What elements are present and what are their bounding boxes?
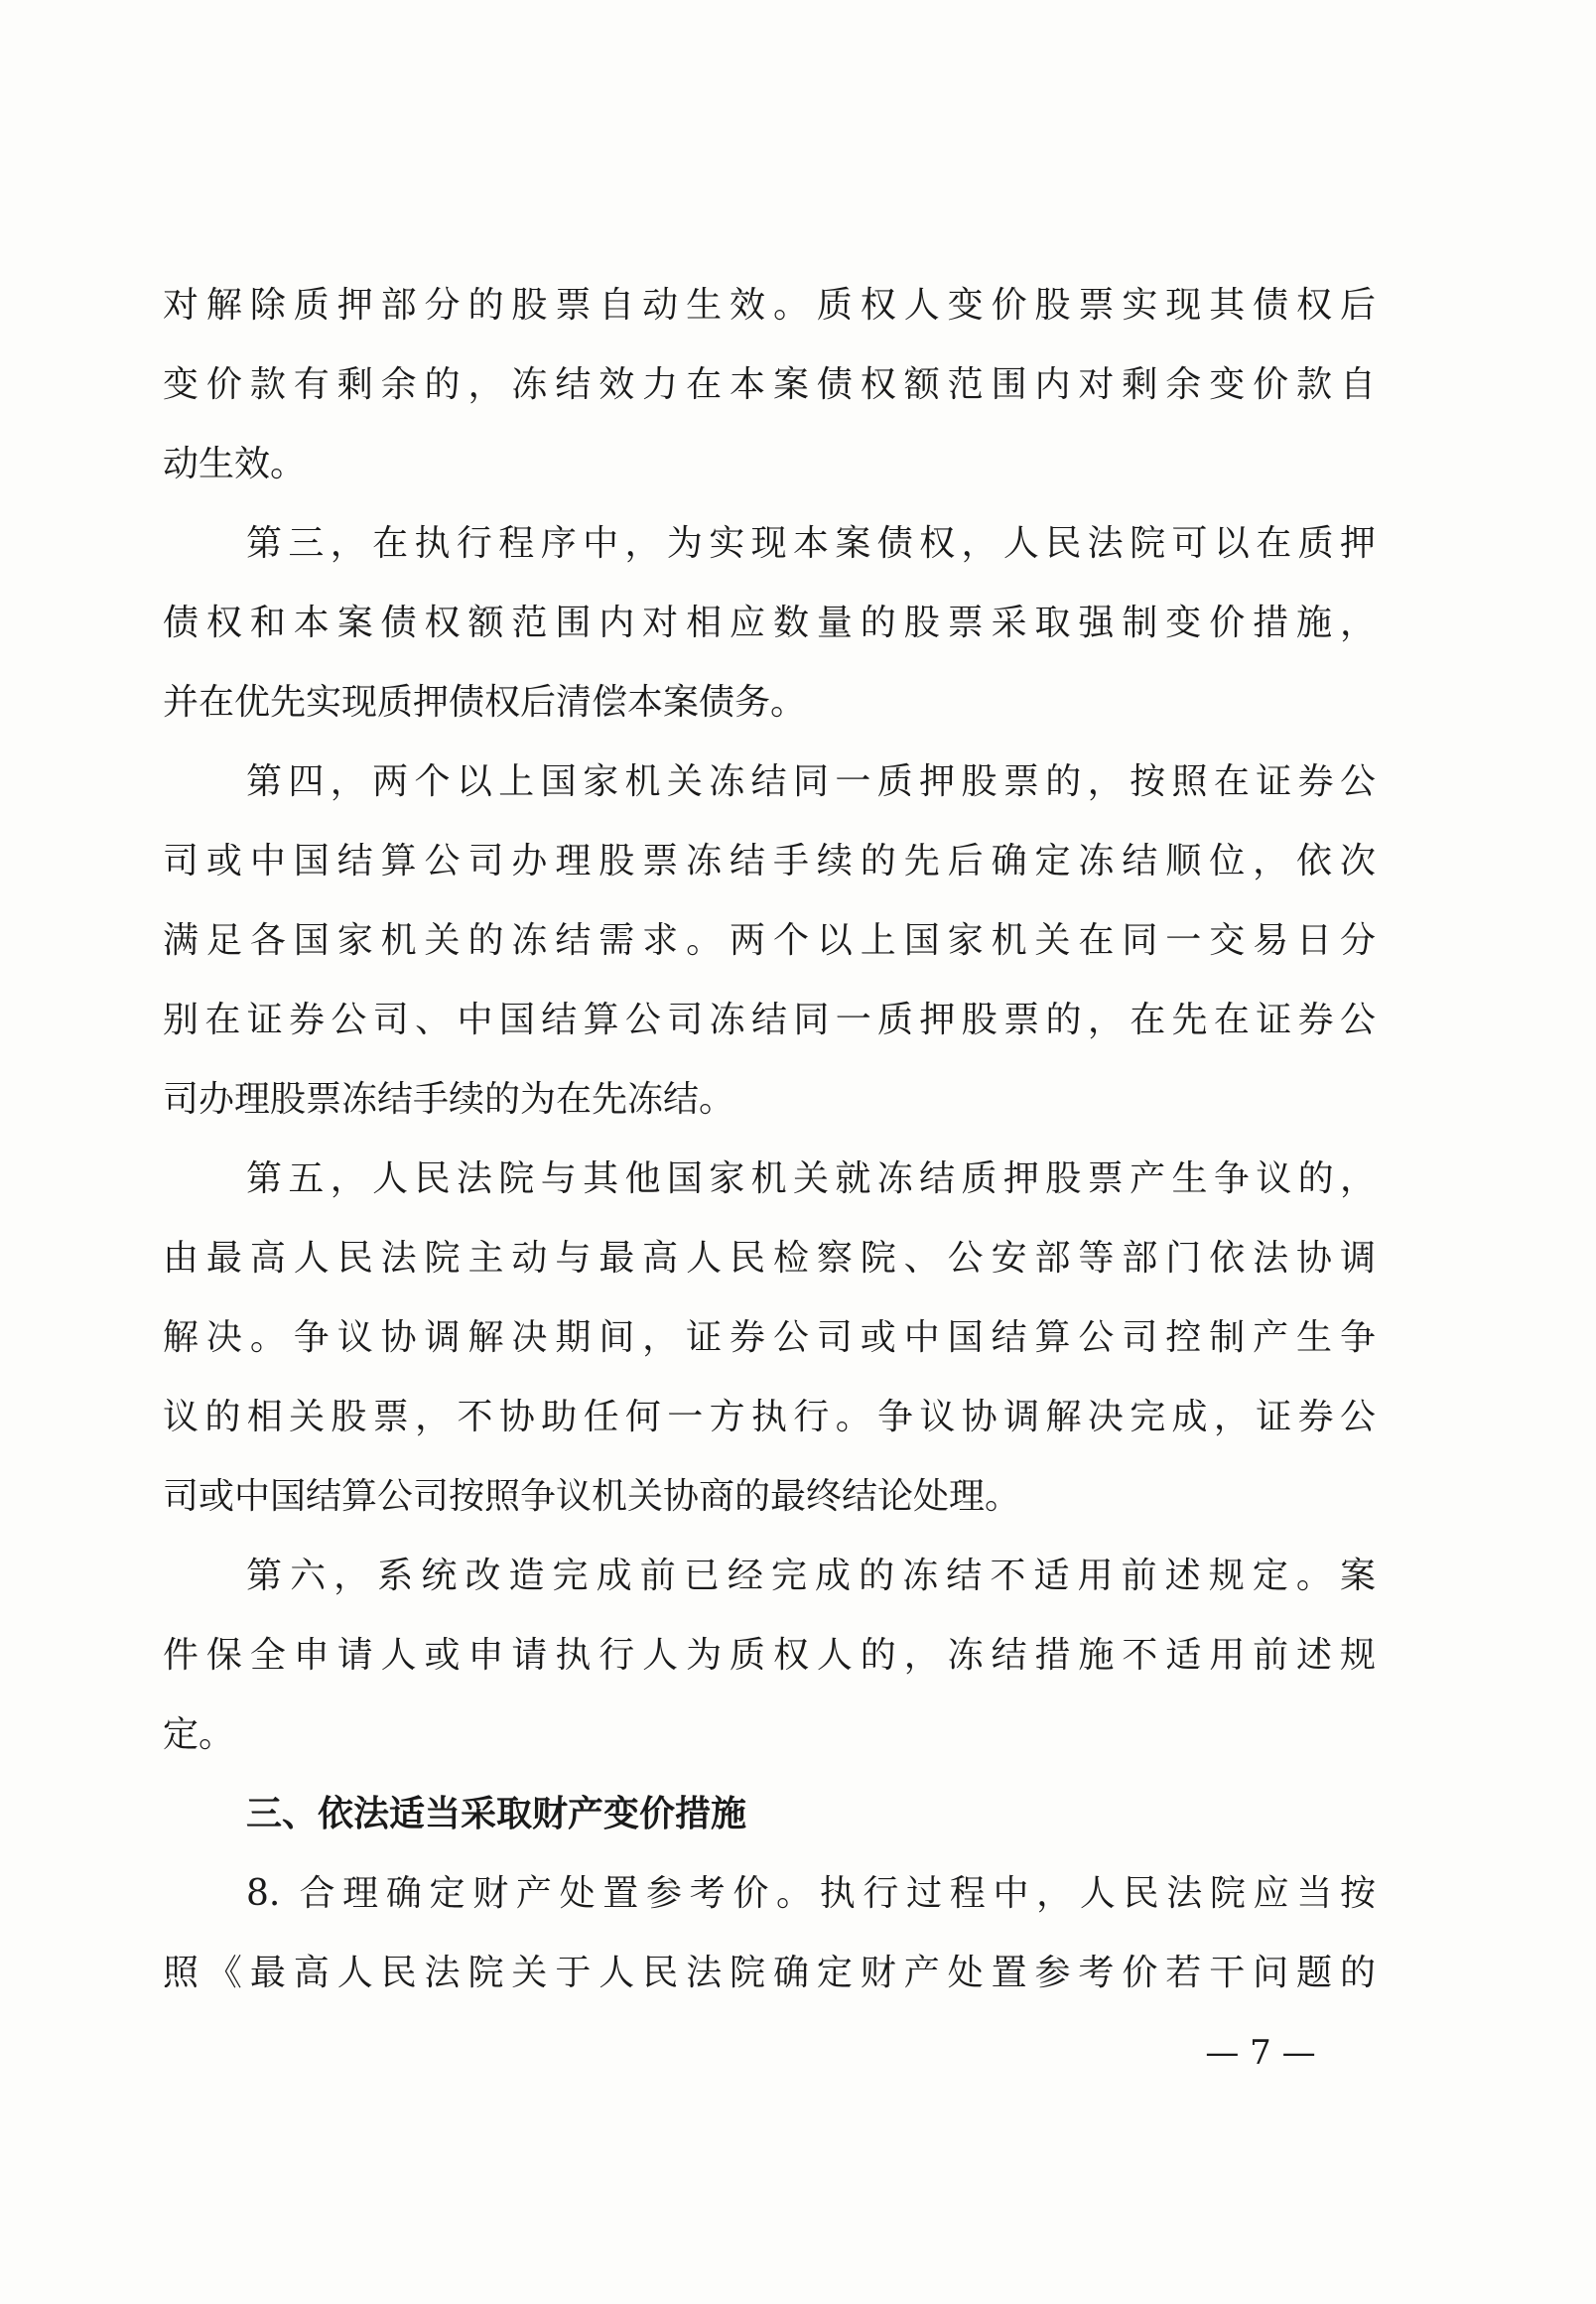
- text-line: 别在证券公司、中国结算公司冻结同一质押股票的，在先在证券公: [163, 1000, 1376, 1040]
- text-line: 照《最高人民法院关于人民法院确定财产处置参考价若干问题的: [163, 1953, 1376, 1993]
- text-line: 司或中国结算公司按照争议机关协商的最终结论处理。: [163, 1476, 1021, 1517]
- text-line: 动生效。: [163, 444, 307, 484]
- text-line: 满足各国家机关的冻结需求。两个以上国家机关在同一交易日分: [163, 920, 1376, 961]
- paragraph-first-line: 第三，在执行程序中，为实现本案债权，人民法院可以在质押: [246, 523, 1376, 564]
- text-line: 变价款有剩余的，冻结效力在本案债权额范围内对剩余变价款自: [163, 364, 1376, 405]
- text-line: 件保全申请人或申请执行人为质权人的，冻结措施不适用前述规: [163, 1635, 1376, 1676]
- paragraph-first-line: 8. 合理确定财产处置参考价。执行过程中，人民法院应当按: [246, 1873, 1376, 1914]
- page-number: — 7 —: [1205, 2033, 1316, 2073]
- section-heading: 三、依法适当采取财产变价措施: [246, 1794, 747, 1834]
- text-line: 债权和本案债权额范围内对相应数量的股票采取强制变价措施，: [163, 603, 1376, 643]
- text-line: 由最高人民法院主动与最高人民检察院、公安部等部门依法协调: [163, 1238, 1376, 1279]
- paragraph-first-line: 第五，人民法院与其他国家机关就冻结质押股票产生争议的，: [246, 1158, 1376, 1199]
- text-line: 并在优先实现质押债权后清偿本案债务。: [163, 682, 807, 723]
- paragraph-first-line: 第六，系统改造完成前已经完成的冻结不适用前述规定。案: [246, 1556, 1376, 1596]
- text-line: 定。: [163, 1714, 235, 1755]
- text-line: 司或中国结算公司办理股票冻结手续的先后确定冻结顺位，依次: [163, 841, 1376, 881]
- paragraph-first-line: 第四，两个以上国家机关冻结同一质押股票的，按照在证券公: [246, 761, 1376, 802]
- text-line: 议的相关股票，不协助任何一方执行。争议协调解决完成，证券公: [163, 1397, 1376, 1437]
- text-line: 对解除质押部分的股票自动生效。质权人变价股票实现其债权后: [163, 285, 1376, 326]
- text-line: 解决。争议协调解决期间，证券公司或中国结算公司控制产生争: [163, 1317, 1376, 1358]
- text-line: 司办理股票冻结手续的为在先冻结。: [163, 1079, 735, 1120]
- document-body: [163, 266, 1376, 2013]
